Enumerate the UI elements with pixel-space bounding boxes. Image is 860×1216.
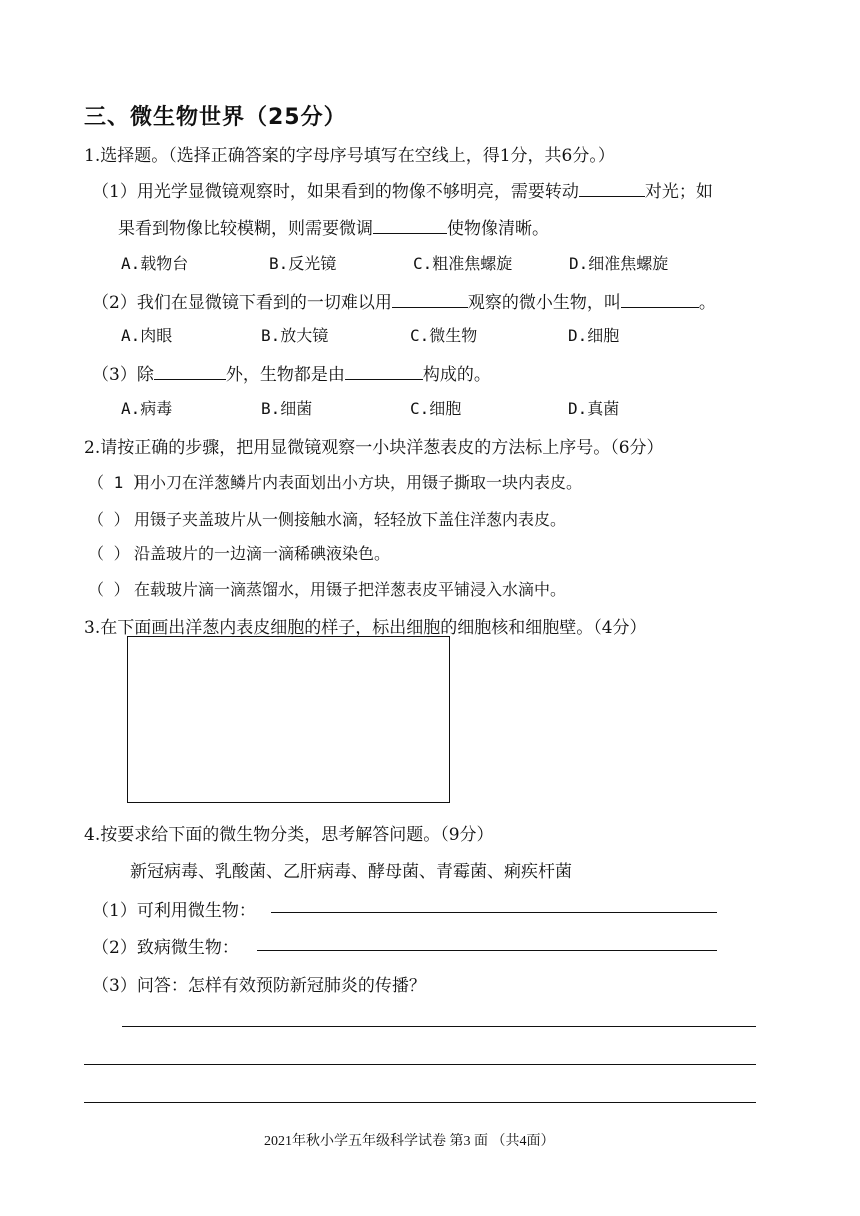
q1-part1-blank-2[interactable] [373,218,447,234]
option-b: B.放大镜 [261,326,329,345]
q4-sub1-label: （1）可利用微生物： [92,901,256,921]
microbe-list: 新冠病毒、乳酸菌、乙肝病毒、酵母菌、青霉菌、痢疾杆菌 [130,862,572,882]
question-4-stem: 4.按要求给下面的微生物分类，思考解答问题。（9分） [84,825,494,845]
q1-part1-line1 [92,177,713,202]
q4-sub2-answer-line[interactable] [257,950,717,951]
option-c: C.细胞 [410,399,462,418]
q1-part2-blank-2[interactable] [621,292,699,308]
option-d: D.细准焦螺旋 [569,254,669,273]
q1-part1-text-b: 对光；如 [644,182,713,202]
answer-line[interactable] [122,1026,756,1027]
option-d: D.真菌 [568,399,620,418]
question-3-stem: 3.在下面画出洋葱内表皮细胞的样子，标出细胞的细胞核和细胞壁。（4分） [84,618,647,638]
q1-part3-text-b: 外，生物都是由 [225,365,345,385]
option-a: A.载物台 [121,254,189,273]
step-row [88,507,566,530]
q1-part1-blank-1[interactable] [579,181,645,197]
step-number-box[interactable]: （ ） [88,580,130,599]
option-b: B.细菌 [261,399,313,418]
option-d: D.细胞 [568,326,620,345]
q4-sub1-answer-line[interactable] [271,912,717,913]
q1-part2-text-a: （2）我们在显微镜下看到的一切难以用 [92,293,392,313]
step-row [88,470,582,493]
step-number-box[interactable]: （ ） [88,510,130,529]
answer-line[interactable] [84,1064,756,1065]
q1-part2-text-c: 。 [698,293,716,313]
q1-part1-line2 [118,214,549,239]
option-c: C.粗准焦螺旋 [413,254,513,273]
q4-sub2-label: （2）致病微生物： [92,938,239,958]
q4-sub3-label: （3）问答：怎样有效预防新冠肺炎的传播？ [92,976,426,996]
q1-part1-text-c: 果看到物像比较模糊，则需要微调 [118,219,373,239]
q1-part3-line [92,360,491,385]
q1-part2-line [92,288,716,313]
question-2-stem: 2.请按正确的步骤，把用显微镜观察一小块洋葱表皮的方法标上序号。（6分） [84,438,664,458]
option-b: B.反光镜 [269,254,337,273]
step-text: 沿盖玻片的一边滴一滴稀碘液染色。 [134,544,391,563]
question-1-stem: 1.选择题。（选择正确答案的字母序号填写在空线上，得1分，共6分。） [84,146,615,166]
q1-part2-blank-1[interactable] [392,292,468,308]
page-footer: 2021年秋小学五年级科学试卷 第3 面 （共4面） [264,1134,555,1149]
q1-part3-blank-2[interactable] [345,364,423,380]
step-text: 用镊子夹盖玻片从一侧接触水滴，轻轻放下盖住洋葱内表皮。 [134,510,567,529]
option-a: A.病毒 [121,399,173,418]
step-text: 在载玻片滴一滴蒸馏水，用镊子把洋葱表皮平铺浸入水滴中。 [134,580,567,599]
q1-part3-blank-1[interactable] [154,364,226,380]
q1-part3-text-a: （3）除 [92,365,154,385]
option-a: A.肉眼 [121,326,173,345]
step-number-box[interactable]: （ ） [88,544,130,563]
q1-part1-text-d: 使物像清晰。 [447,219,549,239]
q1-part1-text-a: （1）用光学显微镜观察时，如果看到的物像不够明亮，需要转动 [92,182,579,202]
step-number-box[interactable]: （ 1 ） [88,473,149,492]
step-row [88,541,390,564]
step-text: 用小刀在洋葱鳞片内表面划出小方块，用镊子撕取一块内表皮。 [134,473,583,492]
q1-part3-text-c: 构成的。 [422,365,491,385]
option-c: C.微生物 [410,326,478,345]
q1-part2-text-b: 观察的微小生物，叫 [467,293,621,313]
answer-line[interactable] [84,1102,756,1103]
step-row [88,577,566,600]
drawing-box[interactable] [127,636,450,803]
section-title: 三、微生物世界（25分） [84,105,347,130]
